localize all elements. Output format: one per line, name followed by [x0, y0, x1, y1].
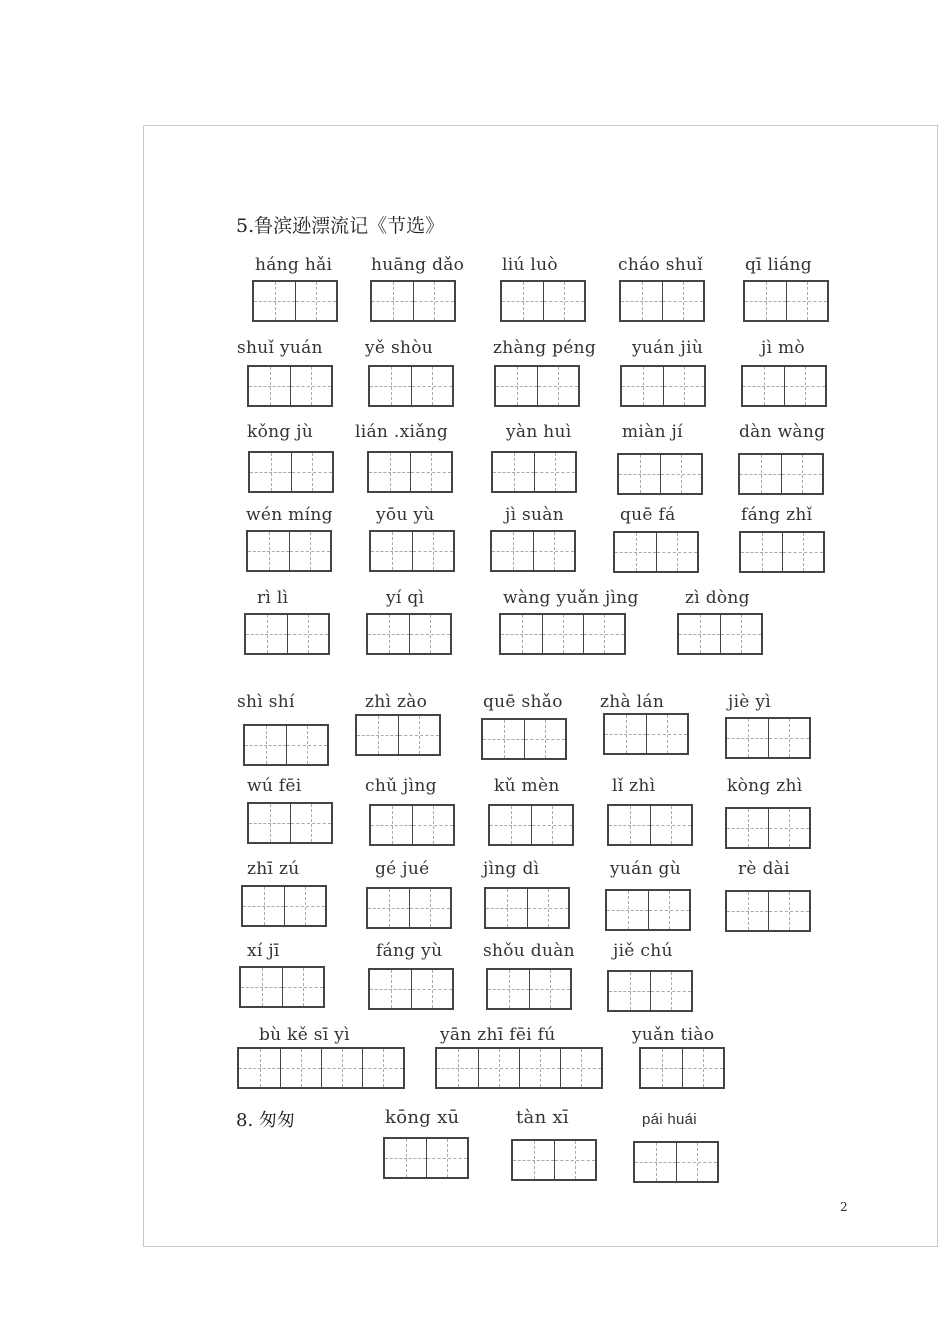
- writing-cell[interactable]: [741, 533, 782, 571]
- writing-cell[interactable]: [524, 720, 565, 758]
- writing-cell[interactable]: [488, 970, 529, 1008]
- writing-grid[interactable]: [366, 887, 452, 929]
- pinyin-label: fáng zhǐ: [741, 505, 813, 525]
- writing-grid[interactable]: [491, 451, 577, 493]
- writing-cell[interactable]: [239, 1049, 280, 1087]
- writing-cell[interactable]: [622, 367, 663, 405]
- writing-grid[interactable]: [244, 613, 330, 655]
- writing-cell[interactable]: [254, 282, 295, 320]
- writing-cell[interactable]: [740, 455, 781, 493]
- writing-grid[interactable]: [370, 280, 456, 322]
- pinyin-label: yuǎn tiào: [632, 1025, 715, 1045]
- writing-cell[interactable]: [583, 615, 624, 653]
- writing-cell[interactable]: [786, 282, 827, 320]
- writing-cell[interactable]: [641, 1049, 682, 1087]
- writing-cell[interactable]: [370, 367, 411, 405]
- writing-cell[interactable]: [286, 726, 327, 764]
- writing-cell[interactable]: [280, 1049, 321, 1087]
- writing-cell[interactable]: [607, 891, 648, 929]
- writing-grid[interactable]: [607, 804, 693, 846]
- writing-grid[interactable]: [246, 530, 332, 572]
- writing-cell[interactable]: [362, 1049, 403, 1087]
- writing-grid[interactable]: [738, 453, 824, 495]
- pinyin-label: cháo shuǐ: [618, 255, 704, 275]
- writing-cell[interactable]: [411, 970, 452, 1008]
- writing-cell[interactable]: [486, 889, 527, 927]
- writing-grid[interactable]: [488, 804, 574, 846]
- writing-cell[interactable]: [635, 1143, 676, 1181]
- writing-cell[interactable]: [768, 719, 809, 757]
- writing-grid[interactable]: [620, 365, 706, 407]
- pinyin-label: dàn wàng: [739, 422, 826, 442]
- writing-cell[interactable]: [290, 804, 331, 842]
- writing-cell[interactable]: [368, 615, 409, 653]
- pinyin-label: yōu yù: [376, 505, 435, 525]
- writing-cell[interactable]: [745, 282, 786, 320]
- pinyin-label: yuán gù: [610, 859, 681, 879]
- writing-cell[interactable]: [410, 453, 451, 491]
- pinyin-label: miàn jí: [622, 422, 683, 442]
- writing-grid[interactable]: [725, 717, 811, 759]
- writing-cell[interactable]: [321, 1049, 362, 1087]
- writing-grid[interactable]: [739, 531, 825, 573]
- writing-cell[interactable]: [249, 367, 290, 405]
- writing-grid[interactable]: [252, 280, 338, 322]
- writing-cell[interactable]: [245, 726, 286, 764]
- pinyin-label: xí jī: [247, 941, 280, 961]
- writing-cell[interactable]: [385, 1139, 426, 1177]
- pinyin-label: yàn huì: [506, 422, 572, 442]
- pinyin-label: yān zhī fēi fú: [440, 1025, 556, 1045]
- writing-cell[interactable]: [605, 715, 646, 753]
- writing-cell[interactable]: [650, 806, 691, 844]
- writing-grid[interactable]: [481, 718, 567, 760]
- writing-cell[interactable]: [527, 889, 568, 927]
- writing-cell[interactable]: [720, 615, 761, 653]
- writing-cell[interactable]: [621, 282, 662, 320]
- writing-cell[interactable]: [554, 1141, 595, 1179]
- writing-grid[interactable]: [743, 280, 829, 322]
- pinyin-label: huāng dǎo: [371, 255, 465, 275]
- section-5-title: 5.鲁滨逊漂流记《节选》: [236, 215, 445, 237]
- writing-cell[interactable]: [437, 1049, 478, 1087]
- pinyin-label: kòng zhì: [727, 776, 803, 796]
- pinyin-label: jì mò: [761, 338, 805, 358]
- writing-cell[interactable]: [241, 968, 282, 1006]
- writing-grid[interactable]: [633, 1141, 719, 1183]
- pinyin-label: jiè yì: [728, 692, 772, 712]
- writing-cell[interactable]: [282, 968, 323, 1006]
- writing-cell[interactable]: [781, 455, 822, 493]
- pinyin-label: tàn xī: [516, 1107, 569, 1128]
- writing-cell[interactable]: [287, 615, 328, 653]
- pinyin-label: fáng yù: [376, 941, 443, 961]
- writing-grid[interactable]: [355, 714, 441, 756]
- writing-grid[interactable]: [369, 530, 455, 572]
- writing-grid[interactable]: [368, 365, 454, 407]
- writing-cell[interactable]: [369, 453, 410, 491]
- writing-cell[interactable]: [411, 367, 452, 405]
- writing-cell[interactable]: [290, 367, 331, 405]
- writing-cell[interactable]: [295, 282, 336, 320]
- pinyin-label: quē shǎo: [483, 692, 563, 712]
- pinyin-label: bù kě sī yì: [259, 1025, 350, 1045]
- writing-grid[interactable]: [741, 365, 827, 407]
- writing-cell[interactable]: [676, 1143, 717, 1181]
- pinyin-label: yí qì: [386, 588, 425, 608]
- writing-cell[interactable]: [648, 891, 689, 929]
- writing-cell[interactable]: [490, 806, 531, 844]
- pinyin-label: yuán jiù: [632, 338, 704, 358]
- writing-cell[interactable]: [372, 282, 413, 320]
- section-8-title: 8. 匆匆: [236, 1110, 295, 1131]
- writing-cell[interactable]: [501, 615, 542, 653]
- writing-grid[interactable]: [617, 453, 703, 495]
- pinyin-label: lián .xiǎng: [355, 422, 449, 442]
- writing-cell[interactable]: [533, 532, 574, 570]
- writing-grid[interactable]: [677, 613, 763, 655]
- writing-grid[interactable]: [725, 807, 811, 849]
- writing-grid[interactable]: [494, 365, 580, 407]
- writing-grid[interactable]: [243, 724, 329, 766]
- writing-cell[interactable]: [249, 804, 290, 842]
- writing-cell[interactable]: [357, 716, 398, 754]
- writing-cell[interactable]: [560, 1049, 601, 1087]
- writing-grid[interactable]: [383, 1137, 469, 1179]
- writing-grid[interactable]: [366, 613, 452, 655]
- writing-grid[interactable]: [639, 1047, 725, 1089]
- writing-cell[interactable]: [615, 533, 656, 571]
- writing-grid[interactable]: [613, 531, 699, 573]
- pinyin-label: zhà lán: [600, 692, 665, 712]
- pinyin-label: quē fá: [620, 505, 676, 525]
- writing-cell[interactable]: [646, 715, 687, 753]
- writing-cell[interactable]: [784, 367, 825, 405]
- pinyin-label: wén míng: [246, 505, 333, 525]
- writing-cell[interactable]: [768, 809, 809, 847]
- writing-cell[interactable]: [291, 453, 332, 491]
- writing-cell[interactable]: [492, 532, 533, 570]
- writing-cell[interactable]: [662, 282, 703, 320]
- writing-grid[interactable]: [435, 1047, 603, 1089]
- writing-grid[interactable]: [607, 970, 693, 1012]
- pinyin-label: jiě chú: [613, 941, 673, 961]
- pinyin-label: shì shí: [237, 692, 295, 712]
- writing-cell[interactable]: [409, 889, 450, 927]
- pinyin-label: háng hǎi: [255, 255, 333, 275]
- document-page: [143, 125, 938, 1247]
- writing-cell[interactable]: [250, 453, 291, 491]
- page-number: 2: [840, 1200, 848, 1214]
- pinyin-label: zhī zú: [247, 859, 300, 879]
- writing-grid[interactable]: [486, 968, 572, 1010]
- pinyin-label: pái huái: [642, 1111, 697, 1128]
- writing-grid[interactable]: [511, 1139, 597, 1181]
- writing-cell[interactable]: [371, 532, 412, 570]
- pinyin-label: lǐ zhì: [612, 776, 656, 796]
- writing-cell[interactable]: [782, 533, 823, 571]
- writing-cell[interactable]: [483, 720, 524, 758]
- writing-grid[interactable]: [247, 365, 333, 407]
- writing-cell[interactable]: [656, 533, 697, 571]
- writing-cell[interactable]: [679, 615, 720, 653]
- writing-cell[interactable]: [727, 809, 768, 847]
- writing-cell[interactable]: [248, 532, 289, 570]
- writing-cell[interactable]: [284, 887, 325, 925]
- pinyin-label: kǒng jù: [247, 422, 314, 442]
- writing-grid[interactable]: [605, 889, 691, 931]
- writing-cell[interactable]: [412, 806, 453, 844]
- writing-cell[interactable]: [493, 453, 534, 491]
- pinyin-label: zhàng péng: [493, 338, 597, 358]
- writing-grid[interactable]: [241, 885, 327, 927]
- writing-grid[interactable]: [484, 887, 570, 929]
- writing-cell[interactable]: [409, 615, 450, 653]
- writing-cell[interactable]: [619, 455, 660, 493]
- writing-grid[interactable]: [490, 530, 576, 572]
- writing-cell[interactable]: [243, 887, 284, 925]
- writing-cell[interactable]: [534, 453, 575, 491]
- writing-cell[interactable]: [727, 719, 768, 757]
- writing-cell[interactable]: [371, 806, 412, 844]
- writing-cell[interactable]: [537, 367, 578, 405]
- writing-cell[interactable]: [727, 892, 768, 930]
- pinyin-label: jìng dì: [483, 859, 540, 879]
- pinyin-label: rì lì: [257, 588, 289, 608]
- writing-cell[interactable]: [398, 716, 439, 754]
- pinyin-label: wàng yuǎn jìng: [503, 588, 639, 608]
- writing-cell[interactable]: [289, 532, 330, 570]
- writing-cell[interactable]: [368, 889, 409, 927]
- writing-cell[interactable]: [682, 1049, 723, 1087]
- pinyin-label: shǒu duàn: [483, 941, 575, 961]
- writing-cell[interactable]: [413, 282, 454, 320]
- writing-cell[interactable]: [543, 282, 584, 320]
- writing-cell[interactable]: [519, 1049, 560, 1087]
- writing-cell[interactable]: [513, 1141, 554, 1179]
- writing-grid[interactable]: [500, 280, 586, 322]
- pinyin-label: chǔ jìng: [365, 776, 437, 796]
- pinyin-label: liú luò: [502, 255, 558, 275]
- pinyin-label: gé jué: [375, 859, 430, 879]
- writing-cell[interactable]: [496, 367, 537, 405]
- writing-grid[interactable]: [619, 280, 705, 322]
- writing-cell[interactable]: [663, 367, 704, 405]
- writing-cell[interactable]: [650, 972, 691, 1010]
- writing-cell[interactable]: [531, 806, 572, 844]
- pinyin-label: shuǐ yuán: [237, 338, 323, 358]
- pinyin-label: zì dòng: [685, 588, 750, 608]
- writing-cell[interactable]: [609, 972, 650, 1010]
- writing-grid[interactable]: [247, 802, 333, 844]
- writing-cell[interactable]: [660, 455, 701, 493]
- writing-grid[interactable]: [248, 451, 334, 493]
- writing-cell[interactable]: [768, 892, 809, 930]
- writing-cell[interactable]: [426, 1139, 467, 1177]
- writing-grid[interactable]: [367, 451, 453, 493]
- writing-cell[interactable]: [246, 615, 287, 653]
- pinyin-label: kǔ mèn: [494, 776, 560, 796]
- writing-cell[interactable]: [609, 806, 650, 844]
- writing-grid[interactable]: [237, 1047, 405, 1089]
- writing-cell[interactable]: [743, 367, 784, 405]
- pinyin-label: kōng xū: [385, 1107, 460, 1128]
- pinyin-label: jì suàn: [505, 505, 564, 525]
- pinyin-label: wú fēi: [247, 776, 302, 796]
- writing-grid[interactable]: [368, 968, 454, 1010]
- writing-cell[interactable]: [370, 970, 411, 1008]
- writing-cell[interactable]: [542, 615, 583, 653]
- writing-grid[interactable]: [369, 804, 455, 846]
- writing-cell[interactable]: [412, 532, 453, 570]
- pinyin-label: yě shòu: [365, 338, 434, 358]
- writing-cell[interactable]: [478, 1049, 519, 1087]
- writing-cell[interactable]: [529, 970, 570, 1008]
- pinyin-label: qī liáng: [745, 255, 812, 275]
- pinyin-label: rè dài: [738, 859, 790, 879]
- pinyin-label: zhì zào: [365, 692, 428, 712]
- writing-grid[interactable]: [725, 890, 811, 932]
- writing-grid[interactable]: [239, 966, 325, 1008]
- writing-grid[interactable]: [499, 613, 626, 655]
- writing-cell[interactable]: [502, 282, 543, 320]
- writing-grid[interactable]: [603, 713, 689, 755]
